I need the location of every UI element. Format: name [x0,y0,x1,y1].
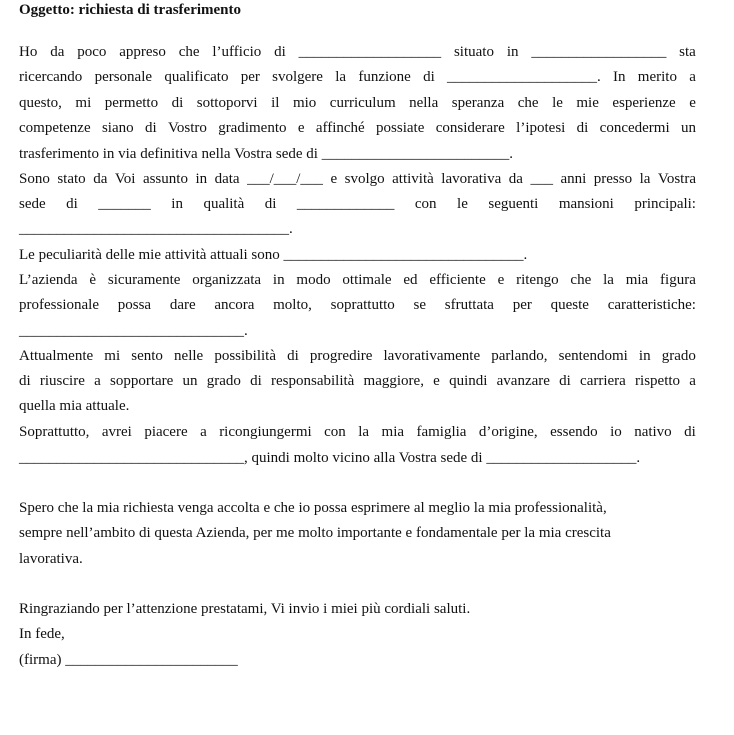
word: nativo [634,424,672,440]
body-line-3 [19,93,696,113]
word: progredire [309,348,373,364]
word: ___________________ [298,44,442,60]
word: esperienze [612,95,676,111]
word: sicuramente [107,272,181,288]
word: rispetto [635,373,681,389]
subject-heading: Oggetto: richiesta di trasferimento [19,2,242,18]
word: in [506,44,519,60]
word: efficiente [429,272,486,288]
word: grado [661,348,696,364]
word: per [512,297,532,313]
body-line-2 [19,67,696,87]
word: mia [381,424,405,440]
word: Soprattutto, [19,424,90,440]
body-line-12: ______________________________. [19,323,248,339]
word: ricercando [19,69,83,85]
word: da [93,171,108,187]
word: merito [637,69,677,85]
word: di [287,348,299,364]
word: sede [19,196,46,212]
word: presso [593,171,633,187]
word: considerare [435,120,505,136]
word: essendo [550,424,598,440]
word: con [324,424,346,440]
word: sento [131,348,163,364]
word: dare [169,297,196,313]
word: di [274,44,286,60]
word: molto, [273,297,312,313]
word: figura [660,272,696,288]
word: riuscire [39,373,85,389]
body-line-5: trasferimento in via definitiva nella Vostra sede di _________________________. [19,146,513,162]
body-line-15: quella mia attuale. [19,398,130,414]
body-line-10 [19,270,696,290]
word: assunto [142,171,188,187]
word: qualificato [164,69,229,85]
word: l’ufficio [212,44,262,60]
body-line-8: ____________________________________. [19,221,293,237]
word: nelle [174,348,204,364]
word: stato [57,171,86,187]
word: di [264,196,277,212]
word: speranza [451,95,505,111]
word: organizzata [192,272,262,288]
word: situato [453,44,494,60]
word: e [297,120,305,136]
word: di [684,424,696,440]
word: se [413,297,427,313]
word: carriera [580,373,626,389]
word: le [552,95,563,111]
word: modo [296,272,331,288]
word: qualità [203,196,245,212]
word: le [457,196,468,212]
word: siano [101,120,134,136]
body-line-16 [19,422,696,442]
word: svolgere [272,69,323,85]
word: quindi [449,373,488,389]
word: principali: [634,196,696,212]
word: competenze [19,120,91,136]
word: sottoporvi [196,95,258,111]
word: e [689,95,696,111]
word: grado [206,373,241,389]
word: in [195,171,208,187]
word: in [272,272,285,288]
word: personale [94,69,153,85]
word: d’origine, [478,424,538,440]
body-line-4 [19,118,696,138]
word: mi [104,348,121,364]
word: ritengo [516,272,559,288]
word: di [144,120,157,136]
word: di [423,69,435,85]
word: Vostro [167,120,207,136]
word: di [66,196,78,212]
word: e [330,171,338,187]
word: lavorativa [441,171,502,187]
word: __________________ [531,44,667,60]
word: mio [292,95,317,111]
word: curriculum [329,95,396,111]
word: la [639,171,651,187]
word: affinché [315,120,365,136]
word: ____________________. [447,69,601,85]
word: possa [117,297,152,313]
word: gradimento [218,120,287,136]
word: ricongiungermi [219,424,312,440]
word: con [414,196,437,212]
word: sopportare [109,373,174,389]
word: in [638,348,651,364]
word: questo, [19,95,62,111]
body-line-9: Le peculiarità delle mie attività attuali sono ________________________________. [19,247,528,263]
word: possibilità [214,348,276,364]
word: piacere [144,424,188,440]
paragraph2-line-2: sempre nell’ambito di questa Azienda, per me molto importante e fondamentale per la mia crescita [19,525,611,541]
word: la [335,69,347,85]
word: per [240,69,260,85]
word: di [19,373,31,389]
word: sentendomi [558,348,628,364]
word: la [603,272,614,288]
word: a [94,373,101,389]
word: concedermi [599,120,670,136]
word: da [50,44,65,60]
word: ___/___/___ [247,171,323,187]
word: ancora [214,297,255,313]
word: a [689,373,696,389]
word: funzione [358,69,411,85]
closing-line: Ringraziando per l’attenzione prestatami, Vi invio i miei più cordiali saluti. [19,601,471,617]
word: a [200,424,207,440]
body-line-7 [19,194,696,214]
word: ___ [530,171,553,187]
word: un [680,120,696,136]
word: di [559,373,571,389]
word: Voi [114,171,136,187]
word: mansioni [558,196,614,212]
paragraph2-line-3: lavorativa. [19,551,83,567]
word: e [433,373,440,389]
word: nella [409,95,439,111]
body-line-6 [19,169,696,189]
word: lavorativamente [383,348,481,364]
word: attività [392,171,434,187]
word: maggiore, [363,373,424,389]
word: di [171,95,184,111]
word: L’azienda [19,272,78,288]
word: mi [75,95,92,111]
word: io [610,424,622,440]
word: che [178,44,200,60]
word: Attualmente [19,348,94,364]
word: è [89,272,97,288]
word: un [182,373,198,389]
word: possiate [376,120,425,136]
word: _______ [98,196,151,212]
word: mia [625,272,649,288]
word: appreso [119,44,166,60]
signature-line: (firma) _______________________ [19,652,238,668]
word: a [689,69,696,85]
word: che [570,272,592,288]
word: che [517,95,539,111]
word: avrei [101,424,132,440]
word: _____________ [296,196,395,212]
word: professionale [19,297,99,313]
word: permetto [104,95,159,111]
body-line-11 [19,295,696,315]
word: Vostra [657,171,696,187]
word: responsabilità [271,373,355,389]
word: soprattutto [330,297,395,313]
paragraph2-line-1: Spero che la mia richiesta venga accolta e che io possa esprimere al meglio la mia professionalità, [19,500,607,516]
word: caratteristiche: [607,297,696,313]
word: mie [576,95,599,111]
word: Sono [19,171,50,187]
word: e [497,272,505,288]
word: ed [403,272,418,288]
word: famiglia [416,424,467,440]
word: Ho [19,44,38,60]
word: il [271,95,280,111]
word: svolgo [344,171,385,187]
word: l’ipotesi [516,120,566,136]
word: di [250,373,262,389]
body-line-14 [19,371,696,391]
word: di [576,120,589,136]
word: poco [77,44,107,60]
word: anni [560,171,587,187]
word: in [171,196,183,212]
word: parlando, [491,348,548,364]
word: sta [679,44,696,60]
word: In [613,69,626,85]
body-line-13 [19,346,696,366]
word: seguenti [488,196,539,212]
body-line-1 [19,42,696,62]
word: sfruttata [444,297,494,313]
word: la [358,424,370,440]
word: queste [550,297,589,313]
body-line-17: ______________________________, quindi molto vicino alla Vostra sede di ____________________. [19,450,641,466]
word: ottimale [342,272,392,288]
word: da [508,171,523,187]
in-fede-line: In fede, [19,626,65,642]
word: avanzare [496,373,550,389]
word: data [214,171,240,187]
